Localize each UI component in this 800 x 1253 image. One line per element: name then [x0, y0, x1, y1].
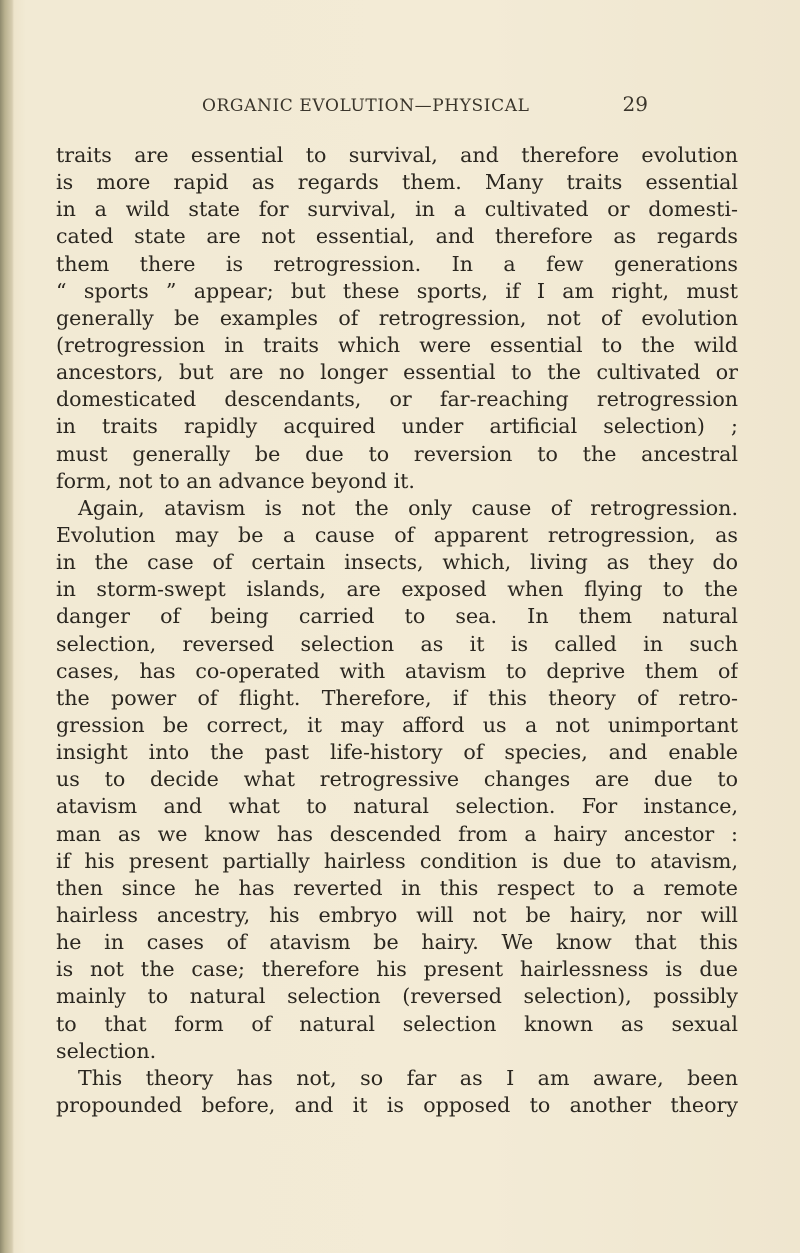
text-line: in the case of certain insects, which, living as they do [56, 550, 738, 575]
text-line: domesticated descendants, or far-reaching retrogression [56, 387, 738, 412]
text-line: propounded before, and it is opposed to another theory [56, 1092, 738, 1117]
text-line: selection, reversed selection as it is called in such [56, 631, 738, 656]
text-line: generally be examples of retrogression, not of evolution [56, 305, 738, 330]
text-line: man as we know has descended from a hairy ancestor : [56, 821, 738, 846]
text-line: must generally be due to reversion to the ancestral [56, 441, 738, 466]
body-text [56, 142, 738, 1119]
text-line: Evolution may be a cause of apparent retrogression, as [56, 522, 738, 547]
text-line: danger of being carried to sea. In them natural [56, 604, 738, 629]
text-line: then since he has reverted in this respect to a remote [56, 875, 738, 900]
text-line: in storm-swept islands, are exposed when flying to the [56, 577, 738, 602]
running-head: ORGANIC EVOLUTION—PHYSICAL [202, 96, 530, 116]
text-line: hairless ancestry, his embryo will not be hairy, nor will [56, 902, 738, 927]
text-line: mainly to natural selection (reversed selection), possibly [56, 984, 738, 1009]
text-line: Again, atavism is not the only cause of retrogression. [78, 495, 738, 520]
text-line: he in cases of atavism be hairy. We know that this [56, 930, 738, 955]
text-line: insight into the past life-history of species, and enable [56, 740, 738, 765]
text-line: This theory has not, so far as I am aware, been [78, 1065, 738, 1090]
page-gutter [0, 0, 14, 1253]
text-line: is more rapid as regards them. Many traits essential [56, 170, 738, 195]
text-line: “ sports ” appear; but these sports, if I am right, must [56, 278, 738, 303]
text-line: atavism and what to natural selection. For instance, [56, 794, 738, 819]
text-line: us to decide what retrogressive changes are due to [56, 767, 738, 792]
text-line: them there is retrogression. In a few generations [56, 251, 738, 276]
text-line: in traits rapidly acquired under artificial selection) ; [56, 414, 738, 439]
text-line: selection. [56, 1038, 157, 1063]
text-line: (retrogression in traits which were essential to the wild [56, 332, 738, 357]
text-line: ancestors, but are no longer essential to the cultivated or [56, 360, 738, 385]
text-line: in a wild state for survival, in a cultivated or domesti- [56, 197, 738, 222]
page-header [202, 92, 648, 124]
text-line: cated state are not essential, and therefore as regards [56, 224, 738, 249]
page-number: 29 [622, 92, 648, 116]
text-line: cases, has co-operated with atavism to deprive them of [56, 658, 738, 683]
text-line: to that form of natural selection known as sexual [56, 1011, 738, 1036]
text-line: if his present partially hairless condition is due to atavism, [56, 848, 738, 873]
text-line: gression be correct, it may afford us a not unimportant [56, 712, 738, 737]
text-line: is not the case; therefore his present hairlessness is due [56, 957, 738, 982]
text-line: traits are essential to survival, and therefore evolution [56, 143, 738, 167]
text-line: form, not to an advance beyond it. [56, 468, 415, 493]
text-line: the power of flight. Therefore, if this theory of retro- [56, 685, 738, 710]
